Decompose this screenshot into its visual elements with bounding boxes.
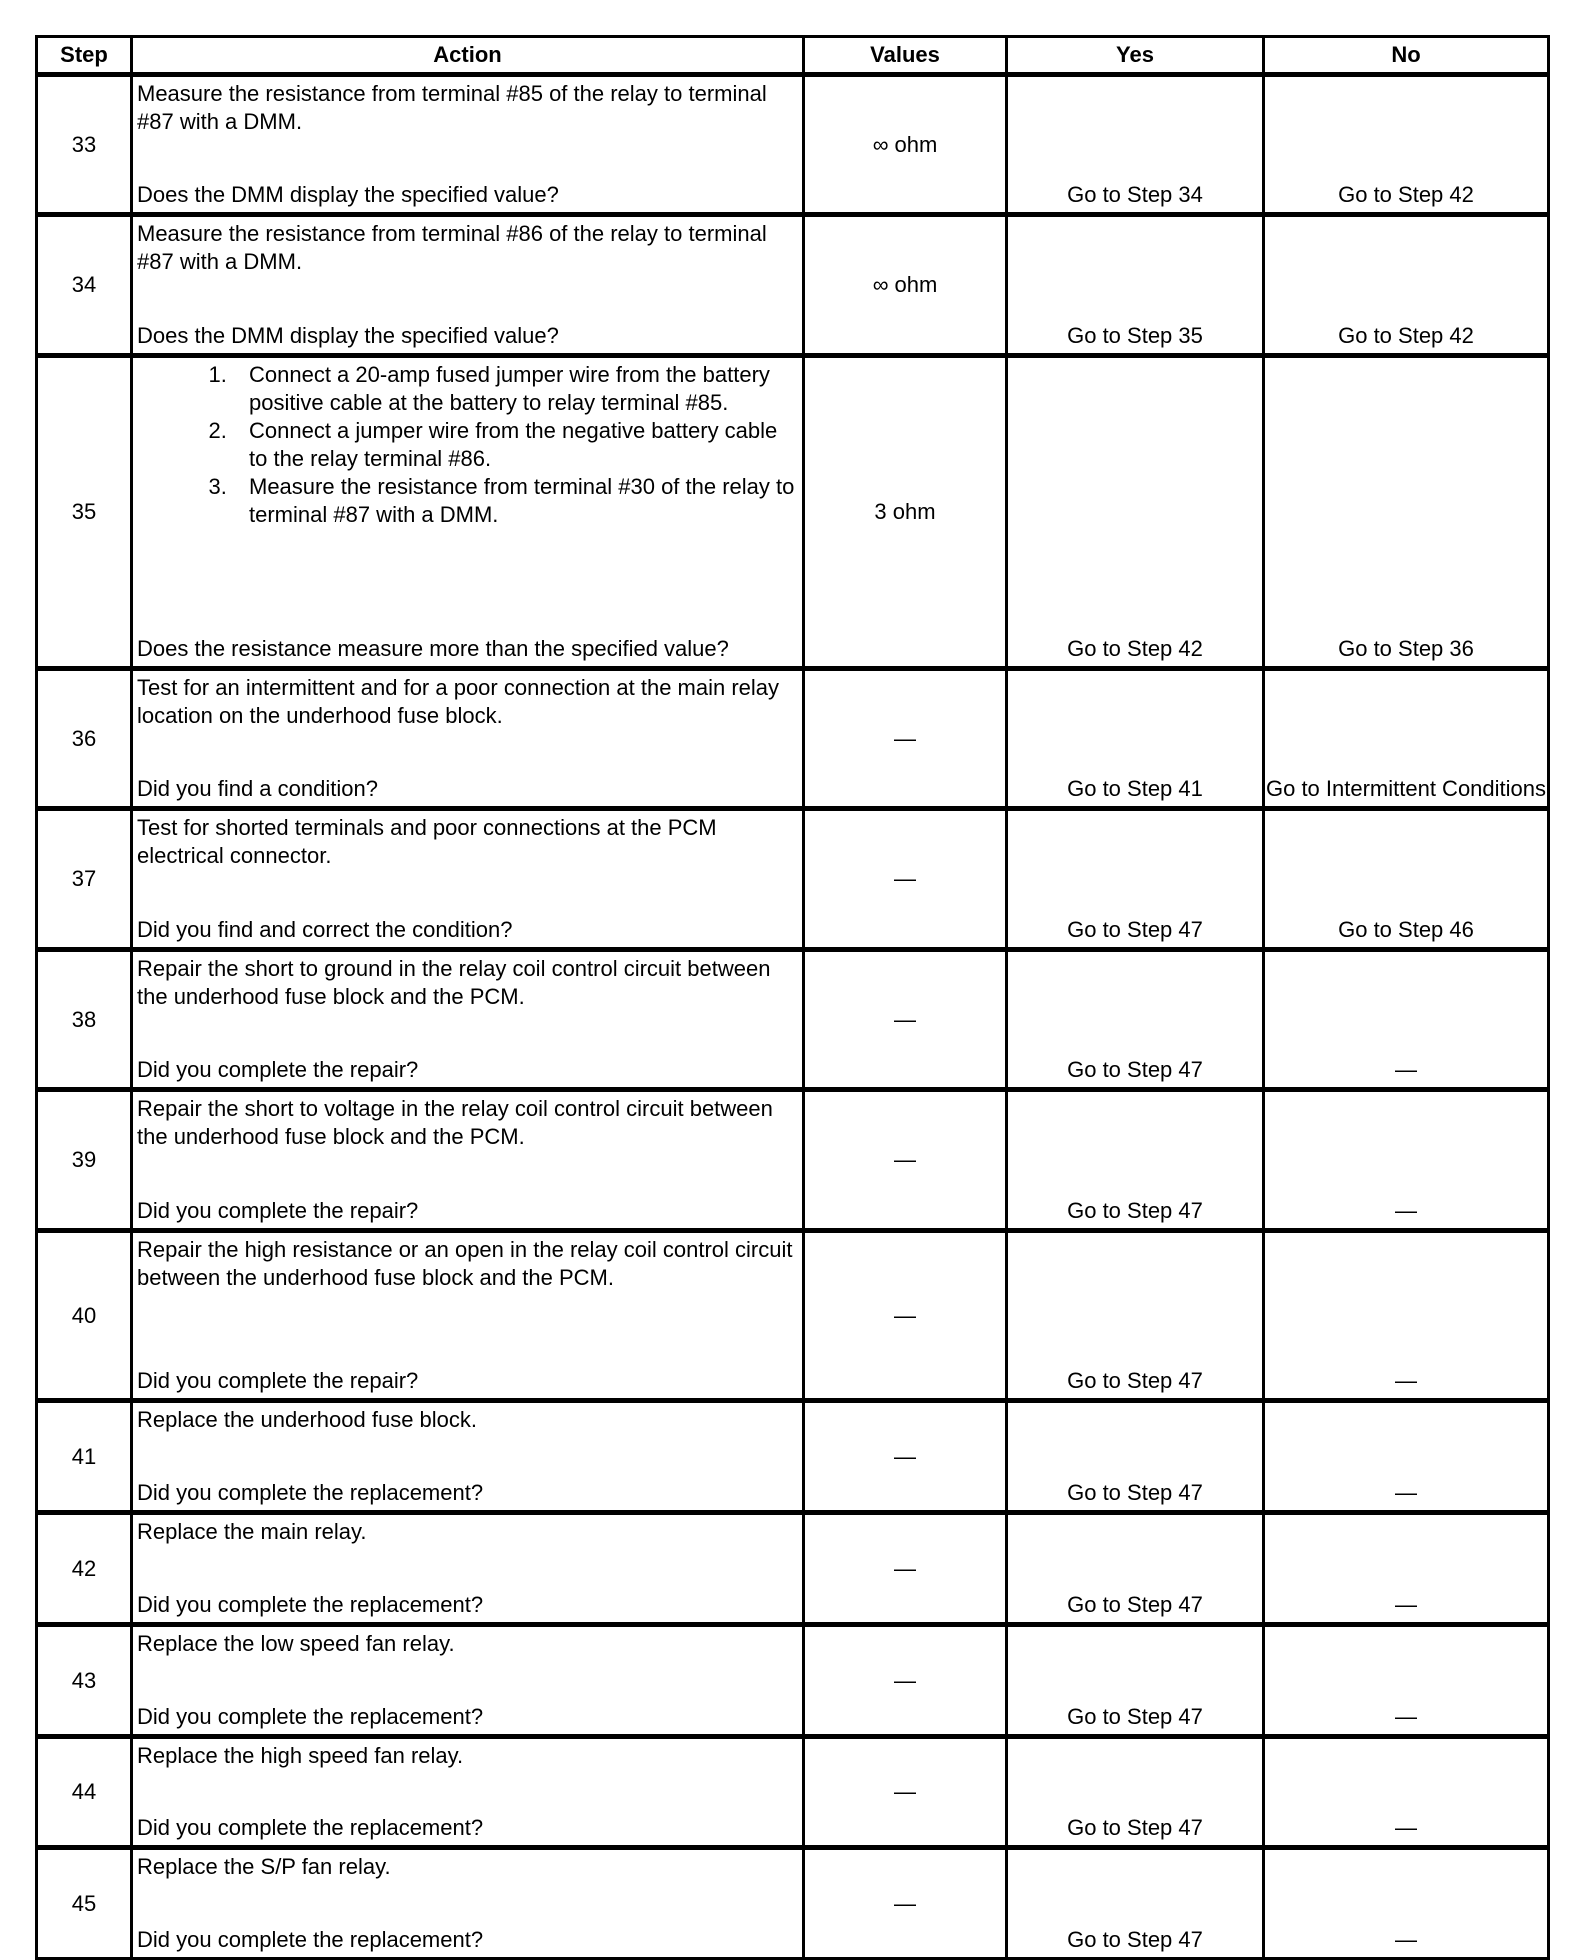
table-row xyxy=(37,1090,1549,1231)
yes-cell: Go to Step 47 xyxy=(1007,1737,1264,1848)
step-number: 39 xyxy=(37,1090,132,1231)
step-number: 41 xyxy=(37,1401,132,1513)
action-text: Test for shorted terminals and poor connections at the PCM electrical connector. xyxy=(137,815,717,868)
table-row xyxy=(37,809,1549,950)
table-row xyxy=(37,356,1549,669)
yes-cell: Go to Step 47 xyxy=(1007,1231,1264,1401)
action-cell xyxy=(132,1231,804,1401)
value-cell: 3 ohm xyxy=(804,356,1007,669)
no-cell: — xyxy=(1264,1090,1549,1231)
action-cell xyxy=(132,1848,804,1959)
action-question: Did you complete the repair? xyxy=(137,1198,419,1223)
table-row xyxy=(37,1848,1549,1959)
no-cell: — xyxy=(1264,1401,1549,1513)
action-question: Did you find a condition? xyxy=(137,776,378,801)
step-number: 34 xyxy=(37,215,132,356)
step-number: 37 xyxy=(37,809,132,950)
table-row xyxy=(37,1401,1549,1513)
no-cell: Go to Step 36 xyxy=(1264,356,1549,669)
header-action: Action xyxy=(132,37,804,75)
action-question: Did you complete the repair? xyxy=(137,1368,419,1393)
no-cell: — xyxy=(1264,1231,1549,1401)
yes-cell: Go to Step 47 xyxy=(1007,809,1264,950)
action-cell xyxy=(132,75,804,215)
action-text: Measure the resistance from terminal #85 of the relay to terminal #87 with a DMM. xyxy=(137,81,767,134)
table-row xyxy=(37,1737,1549,1848)
action-text: Measure the resistance from terminal #86 of the relay to terminal #87 with a DMM. xyxy=(137,221,767,274)
no-cell: Go to Step 46 xyxy=(1264,809,1549,950)
yes-cell: Go to Step 47 xyxy=(1007,950,1264,1090)
action-cell xyxy=(132,809,804,950)
action-step: 3. Measure the resistance from terminal #30 of the relay to terminal #87 with a DMM. xyxy=(233,473,798,529)
action-text: Replace the high speed fan relay. xyxy=(137,1743,464,1768)
table-row xyxy=(37,1231,1549,1401)
action-question: Did you complete the replacement? xyxy=(137,1704,484,1729)
action-cell xyxy=(132,1625,804,1737)
yes-cell: Go to Step 47 xyxy=(1007,1625,1264,1737)
action-question: Does the DMM display the specified value? xyxy=(137,182,559,207)
yes-cell: Go to Step 42 xyxy=(1007,356,1264,669)
action-question: Does the resistance measure more than the specified value? xyxy=(137,636,729,661)
yes-cell: Go to Step 41 xyxy=(1007,669,1264,809)
action-cell xyxy=(132,1513,804,1625)
value-cell: — xyxy=(804,809,1007,950)
action-question: Did you complete the replacement? xyxy=(137,1480,484,1505)
value-cell: — xyxy=(804,1231,1007,1401)
value-cell: — xyxy=(804,669,1007,809)
value-cell: — xyxy=(804,1848,1007,1959)
step-number: 38 xyxy=(37,950,132,1090)
action-text: Replace the main relay. xyxy=(137,1519,367,1544)
action-question: Did you find and correct the condition? xyxy=(137,917,513,942)
action-cell xyxy=(132,1737,804,1848)
no-cell: — xyxy=(1264,1513,1549,1625)
yes-cell: Go to Step 35 xyxy=(1007,215,1264,356)
value-cell: — xyxy=(804,1401,1007,1513)
value-cell: — xyxy=(804,1625,1007,1737)
action-question: Did you complete the repair? xyxy=(137,1057,419,1082)
action-step: 1. Connect a 20-amp fused jumper wire from the battery positive cable at the battery to relay terminal #85. xyxy=(233,361,798,417)
step-number: 42 xyxy=(37,1513,132,1625)
table-row xyxy=(37,669,1549,809)
action-question: Did you complete the replacement? xyxy=(137,1815,484,1840)
value-cell: — xyxy=(804,1737,1007,1848)
yes-cell: Go to Step 47 xyxy=(1007,1848,1264,1959)
step-number: 40 xyxy=(37,1231,132,1401)
header-values: Values xyxy=(804,37,1007,75)
table-row xyxy=(37,75,1549,215)
value-cell: ∞ ohm xyxy=(804,215,1007,356)
action-cell xyxy=(132,1401,804,1513)
no-cell: — xyxy=(1264,1737,1549,1848)
action-text: Repair the short to voltage in the relay coil control circuit between the underhood fuse block and the PCM. xyxy=(137,1096,773,1149)
action-text: Repair the high resistance or an open in the relay coil control circuit between the underhood fuse block and the PCM. xyxy=(137,1237,793,1290)
step-number: 35 xyxy=(37,356,132,669)
action-cell xyxy=(132,950,804,1090)
action-steps xyxy=(137,361,798,529)
step-number: 43 xyxy=(37,1625,132,1737)
no-cell: — xyxy=(1264,1625,1549,1737)
action-cell xyxy=(132,215,804,356)
yes-cell: Go to Step 34 xyxy=(1007,75,1264,215)
step-number: 45 xyxy=(37,1848,132,1959)
action-text: Replace the low speed fan relay. xyxy=(137,1631,455,1656)
table-row xyxy=(37,1625,1549,1737)
action-cell xyxy=(132,1090,804,1231)
step-number: 44 xyxy=(37,1737,132,1848)
header-no: No xyxy=(1264,37,1549,75)
action-question: Does the DMM display the specified value? xyxy=(137,323,559,348)
table-row xyxy=(37,950,1549,1090)
action-text: Replace the S/P fan relay. xyxy=(137,1854,391,1879)
header-step: Step xyxy=(37,37,132,75)
no-cell: — xyxy=(1264,950,1549,1090)
no-cell: Go to Step 42 xyxy=(1264,215,1549,356)
value-cell: ∞ ohm xyxy=(804,75,1007,215)
step-number: 33 xyxy=(37,75,132,215)
table-row xyxy=(37,215,1549,356)
no-cell: Go to Intermittent Conditions xyxy=(1264,669,1549,809)
value-cell: — xyxy=(804,1513,1007,1625)
yes-cell: Go to Step 47 xyxy=(1007,1401,1264,1513)
no-cell: Go to Step 42 xyxy=(1264,75,1549,215)
action-text: Repair the short to ground in the relay coil control circuit between the underhood fuse block and the PCM. xyxy=(137,956,771,1009)
action-question: Did you complete the replacement? xyxy=(137,1927,484,1952)
yes-cell: Go to Step 47 xyxy=(1007,1513,1264,1625)
action-text: Test for an intermittent and for a poor connection at the main relay location on the underhood fuse block. xyxy=(137,675,780,728)
value-cell: — xyxy=(804,950,1007,1090)
action-text: Replace the underhood fuse block. xyxy=(137,1407,478,1432)
action-step: 2. Connect a jumper wire from the negative battery cable to the relay terminal #86. xyxy=(233,417,798,473)
value-cell: — xyxy=(804,1090,1007,1231)
header-yes: Yes xyxy=(1007,37,1264,75)
action-cell xyxy=(132,356,804,669)
action-question: Did you complete the replacement? xyxy=(137,1592,484,1617)
step-number: 36 xyxy=(37,669,132,809)
no-cell: — xyxy=(1264,1848,1549,1959)
header-row xyxy=(37,37,1549,75)
diagnostic-table xyxy=(35,35,1550,1960)
action-cell xyxy=(132,669,804,809)
yes-cell: Go to Step 47 xyxy=(1007,1090,1264,1231)
table-row xyxy=(37,1513,1549,1625)
